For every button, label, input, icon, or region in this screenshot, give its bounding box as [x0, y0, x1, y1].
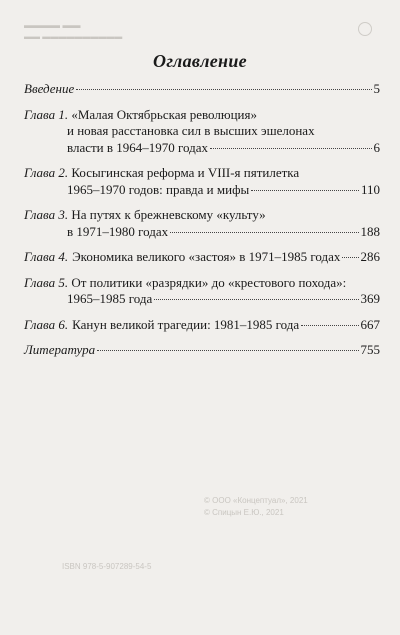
toc-line [24, 165, 380, 182]
bleed-through-mark: ▬▬ ▬▬▬▬▬▬▬▬▬▬ [24, 32, 123, 41]
toc-entry-literature[interactable] [24, 342, 380, 359]
toc-title-text: Косыгинская реформа и VIII-я пятилетка [71, 165, 300, 180]
toc-label: Глава 6. [24, 316, 69, 332]
toc-heading: Оглавление [153, 51, 247, 71]
toc-line [24, 107, 380, 124]
toc-line: и новая расстановка сил в высших эшелонах [67, 123, 315, 138]
toc-title-text: власти в 1964–1970 годах [67, 139, 209, 155]
toc-page-number: 5 [373, 81, 380, 96]
toc-page-number: 6 [373, 139, 380, 155]
toc-title-text: От политики «разрядки» до «крестового похода»: [71, 274, 347, 290]
bleed-through-seal [358, 22, 372, 36]
toc-title-text: «Малая Октябрьская революция» [71, 106, 257, 122]
toc-page-number: 286 [360, 249, 380, 264]
dot-leader [251, 190, 359, 191]
toc-page-number: 755 [360, 342, 380, 357]
dot-leader [210, 148, 371, 149]
toc-line [24, 207, 380, 224]
toc-line [24, 275, 380, 292]
toc-label: Литература [24, 342, 96, 357]
toc-entry-introduction[interactable] [24, 81, 380, 98]
toc-entry-chapter-6[interactable] [24, 317, 380, 334]
toc-entry-chapter-2[interactable] [24, 165, 380, 198]
dot-leader [76, 89, 371, 90]
toc-entry-chapter-3[interactable] [24, 207, 380, 240]
toc-title-text: Экономика великого «застоя» в 1971–1985 годах [72, 249, 341, 264]
bleed-through-mark: ▬▬▬▬ ▬▬ [24, 20, 81, 30]
dot-leader [154, 299, 358, 300]
bleed-through-copyright-2: © Спицын Е.Ю., 2021 [204, 508, 284, 517]
toc-line [24, 81, 380, 98]
toc-title-text: На путях к брежневскому «культу» [71, 207, 266, 222]
toc-label: Глава 4. [24, 249, 69, 264]
toc-line [24, 140, 380, 157]
toc-entry-chapter-5[interactable] [24, 275, 380, 308]
toc-line [24, 224, 380, 241]
toc-title-text: Канун великой трагедии: 1981–1985 года [72, 316, 300, 332]
toc-label: Глава 1. [24, 106, 69, 122]
toc-label: Глава 3. [24, 207, 69, 222]
toc-page-number: 188 [360, 223, 380, 239]
table-of-contents [24, 81, 380, 368]
dot-leader [301, 325, 358, 326]
toc-title-text: в 1971–1980 годах [67, 223, 169, 239]
toc-label: Введение [24, 81, 75, 96]
toc-line [24, 182, 380, 199]
toc-line [24, 249, 380, 266]
toc-page-number: 110 [360, 181, 380, 197]
toc-page-number: 369 [360, 291, 380, 306]
toc-entry-chapter-4[interactable] [24, 249, 380, 266]
toc-title-text: 1965–1970 годов: правда и мифы [67, 181, 250, 197]
toc-label: Глава 5. [24, 274, 69, 290]
toc-title-text: 1965–1985 года [67, 291, 153, 306]
dot-leader [97, 350, 358, 351]
bleed-through-copyright-1: © ООО «Концептуал», 2021 [204, 496, 308, 505]
dot-leader [170, 232, 358, 233]
toc-label: Глава 2. [24, 165, 69, 180]
bleed-through-isbn: ISBN 978-5-907289-54-5 [62, 562, 152, 571]
toc-line [24, 291, 380, 308]
toc-line [24, 342, 380, 359]
toc-page-number: 667 [360, 316, 380, 332]
toc-entry-chapter-1[interactable] [24, 107, 380, 157]
toc-line [24, 317, 380, 334]
dot-leader [342, 257, 358, 258]
